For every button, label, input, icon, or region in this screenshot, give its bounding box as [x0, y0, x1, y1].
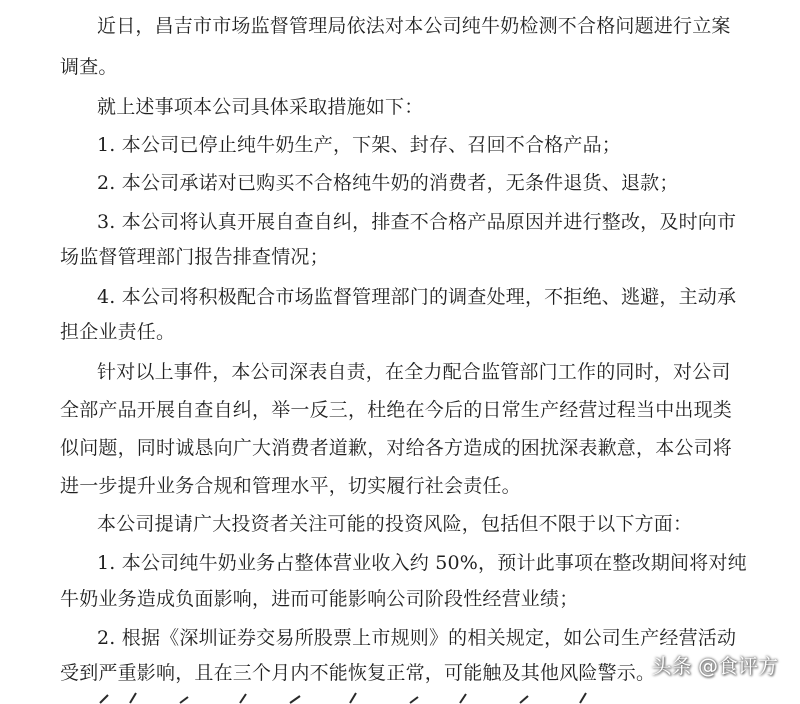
list-item: 3. 本公司将认真开展自查自纠，排查不合格产品原因并进行整改，及时向市	[97, 211, 737, 233]
list-item: 1. 本公司纯牛奶业务占整体营业收入约 50%，预计此事项在整改期间将对纯	[97, 552, 747, 574]
text-line: 就上述事项本公司具体采取措施如下：	[97, 96, 424, 118]
text-line: 本公司提请广大投资者关注可能的投资风险，包括但不限于以下方面：	[97, 513, 693, 535]
text-line: 针对以上事件，本公司深表自责，在全力配合监管部门工作的同时，对公司	[97, 361, 731, 383]
list-item: 4. 本公司将积极配合市场监督管理部门的调查处理，不拒绝、逃避，主动承	[97, 286, 737, 308]
list-item: 场监督管理部门报告排查情况；	[60, 246, 329, 268]
list-item: 受到严重影响，且在三个月内不能恢复正常，可能触及其他风险警示。	[60, 662, 656, 684]
list-item: 1. 本公司已停止纯牛奶生产，下架、封存、召回不合格产品；	[97, 134, 621, 156]
cutoff-text-fragment	[60, 690, 620, 704]
text-line: 进一步提升业务合规和管理水平，切实履行社会责任。	[60, 475, 521, 497]
watermark: 头条 @食评方	[651, 654, 778, 678]
text-line: 近日，昌吉市市场监督管理局依法对本公司纯牛奶检测不合格问题进行立案	[97, 15, 731, 37]
list-item: 牛奶业务造成负面影响，进而可能影响公司阶段性经营业绩；	[60, 588, 579, 610]
list-item: 2. 本公司承诺对已购买不合格纯牛奶的消费者，无条件退货、退款；	[97, 172, 679, 194]
text-line: 调查。	[60, 56, 118, 78]
text-line: 全部产品开展自查自纠，举一反三，杜绝在今后的日常生产经营过程当中出现类	[60, 399, 733, 421]
list-item: 担企业责任。	[60, 321, 176, 343]
text-line: 似问题，同时诚恳向广大消费者道歉，对给各方造成的困扰深表歉意，本公司将	[60, 437, 733, 459]
list-item: 2. 根据《深圳证券交易所股票上市规则》的相关规定，如公司生产经营活动	[97, 627, 737, 649]
